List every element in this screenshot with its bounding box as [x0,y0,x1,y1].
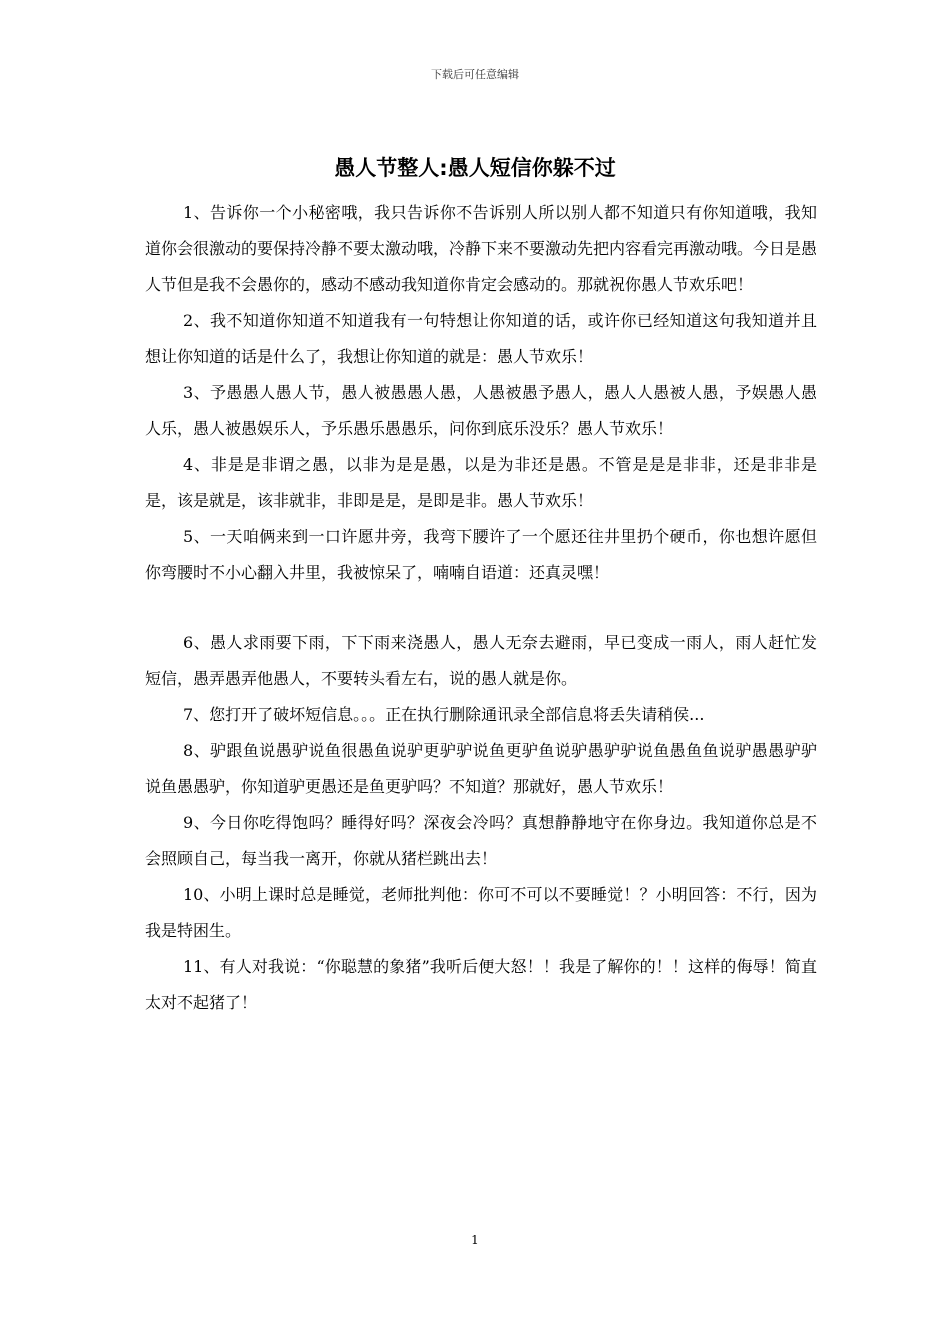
paragraph-1: 1、告诉你一个小秘密哦，我只告诉你不告诉别人所以别人都不知道只有你知道哦，我知道你会很激动的要保持冷静不要太激动哦，冷静下来不要激动先把内容看完再激动哦。今日是愚人节但是我不会愚你的，感动不感动我知道你肯定会感动的。那就祝你愚人节欢乐吧！ [145,203,818,294]
paragraph-11: 11、有人对我说：“你聪慧的象猪”我听后便大怒！！我是了解你的！！这样的侮辱！简直太对不起猪了！ [145,957,817,1012]
paragraph-6: 6、愚人求雨要下雨，下下雨来浇愚人，愚人无奈去避雨，早已变成一雨人，雨人赶忙发短信，愚弄愚弄他愚人，不要转头看左右，说的愚人就是你。 [145,633,817,688]
blank-line [145,591,817,625]
paragraph-5: 5、一天咱俩来到一口许愿井旁，我弯下腰许了一个愿还往井里扔个硬币，你也想许愿但你弯腰时不小心翻入井里，我被惊呆了，喃喃自语道：还真灵嘿！ [145,527,817,582]
paragraph-3: 3、予愚愚人愚人节，愚人被愚愚人愚，人愚被愚予愚人，愚人人愚被人愚，予娱愚人愚人乐，愚人被愚娱乐人，予乐愚乐愚愚乐，问你到底乐没乐？愚人节欢乐！ [145,383,817,438]
paragraph-7: 7、您打开了破坏短信息。。。正在执行删除通讯录全部信息将丢失请稍侯... [183,705,705,724]
paragraph-2: 2、我不知道你知道不知道我有一句特想让你知道的话，或许你已经知道这句我知道并且想让你知道的话是什么了，我想让你知道的就是：愚人节欢乐！ [145,311,817,366]
header-note: 下载后可任意编辑 [431,68,519,81]
paragraph-9: 9、今日你吃得饱吗？睡得好吗？深夜会冷吗？真想静静地守在你身边。我知道你总是不会照顾自己，每当我一离开，你就从猪栏跳出去！ [145,813,817,868]
paragraph-10: 10、小明上课时总是睡觉，老师批判他：你可不可以不要睡觉！？小明回答：不行，因为我是特困生。 [145,885,817,940]
document-title: 愚人节整人:愚人短信你躲不过 [334,156,616,180]
document-body [145,195,817,1021]
paragraph-8: 8、驴跟鱼说愚驴说鱼很愚鱼说驴更驴驴说鱼更驴鱼说驴愚驴驴说鱼愚鱼鱼说驴愚愚驴驴说鱼愚愚驴，你知道驴更愚还是鱼更驴吗？不知道？那就好，愚人节欢乐！ [145,741,817,796]
page-number: 1 [471,1233,479,1247]
paragraph-4: 4、非是是非谓之愚，以非为是是愚，以是为非还是愚。不管是是是非非，还是非非是是，该是就是，该非就非，非即是是，是即是非。愚人节欢乐！ [145,455,817,510]
